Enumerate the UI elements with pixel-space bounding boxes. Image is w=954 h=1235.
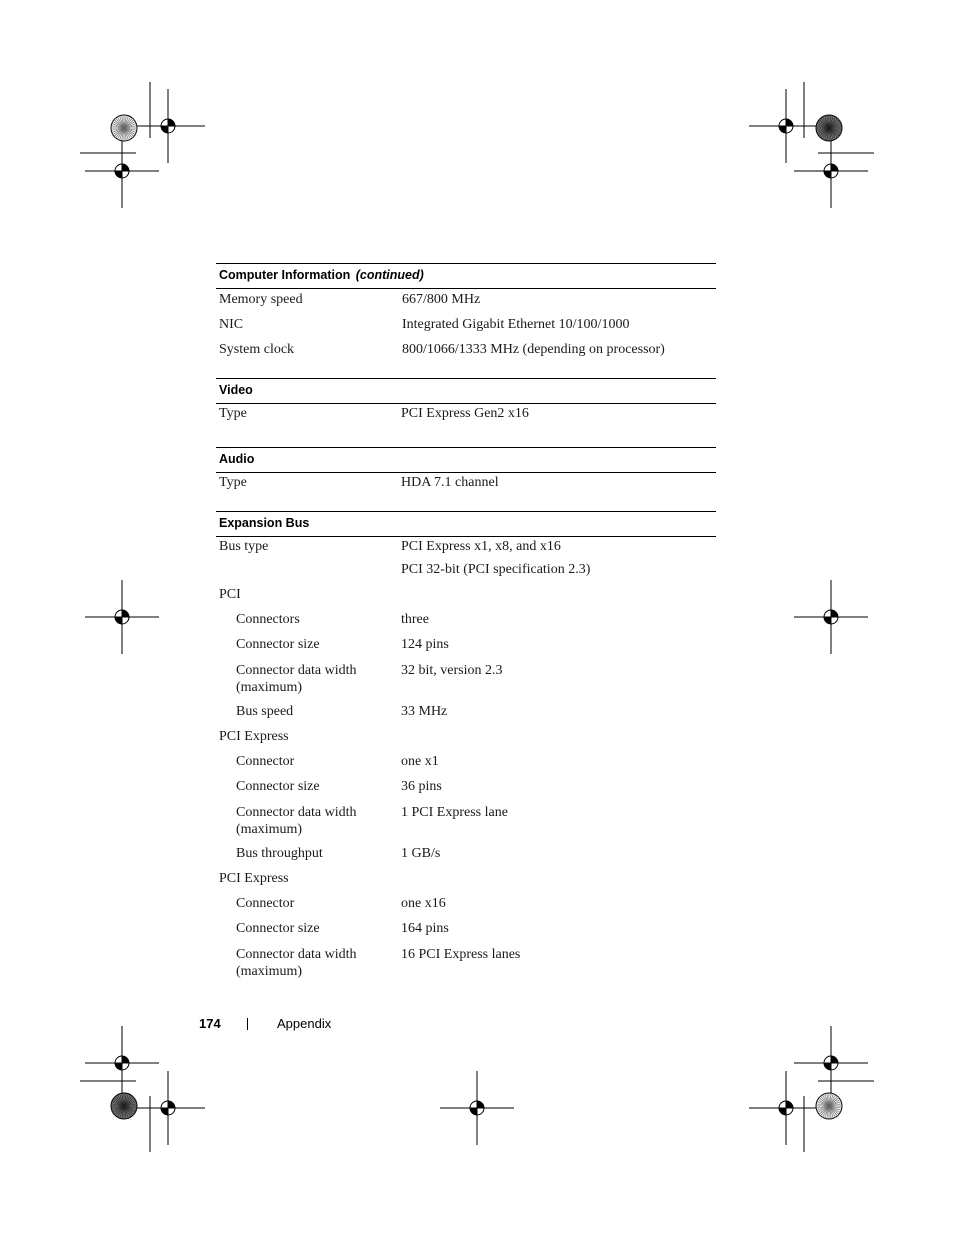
subsection-label-pci [216,585,716,610]
spec-row-bus-type-continued [216,560,716,585]
spec-row-system-clock [216,340,716,378]
spec-row-audio-type [216,473,716,511]
spec-value: 16 PCI Express lanes [401,947,521,962]
registration-rosette-icon [816,115,842,141]
spec-row-nic [216,315,716,340]
section-title: Computer Information [219,268,351,282]
spec-row-pcie-x16-data-width [216,944,716,986]
spec-value: Integrated Gigabit Ethernet 10/100/1000 [402,317,630,332]
spec-key: Memory speed [219,292,303,307]
spec-row-pcie-x1-data-width [216,802,716,844]
registration-rosette-icon [816,1093,842,1119]
spec-key: Connector data width (maximum) [236,663,357,695]
spec-row-pcie-x16-connector-size [216,919,716,944]
spec-key: Type [219,406,247,421]
registration-crosshair-icon [85,1026,159,1100]
spec-row-pcie-x1-connector [216,752,716,777]
spec-key: NIC [219,317,244,332]
spec-value: 800/1066/1333 MHz (depending on processor) [402,342,665,357]
footer-separator [247,1018,248,1030]
registration-crosshair-icon [749,1071,823,1145]
registration-crosshair-icon [794,1026,868,1100]
registration-rosette-icon [111,1093,137,1119]
spec-key: Bus speed [236,704,294,719]
spec-row-pcie-x1-connector-size [216,777,716,802]
spec-row-pci-connectors [216,610,716,635]
spec-value: 164 pins [401,921,449,936]
section-header-audio [216,447,716,473]
subsection-label: PCI Express [219,871,289,886]
spec-key: Connector data width (maximum) [236,805,357,837]
spec-value: 1 PCI Express lane [401,805,508,820]
registration-rosette-icon [111,115,137,141]
registration-crosshair-icon [794,580,868,654]
spec-value: 1 GB/s [401,846,441,861]
continued-label: (continued) [355,268,424,282]
spec-value: PCI 32-bit (PCI specification 2.3) [401,562,591,577]
spec-value: three [401,612,429,627]
subsection-label: PCI Express [219,729,289,744]
spec-value: PCI Express Gen2 x16 [401,406,529,421]
spec-value: 33 MHz [401,704,448,719]
spec-key: Bus throughput [236,846,323,861]
spec-row-pcie-x1-bus-throughput [216,844,716,869]
spec-row-bus-type [216,537,716,560]
spec-key: Connector data width (maximum) [236,947,357,979]
spec-key: System clock [219,342,295,357]
spec-key: Connector size [236,637,320,652]
spec-key: Connectors [236,612,300,627]
spec-row-video-type [216,404,716,447]
spec-key: Connector [236,754,295,769]
section-title: Audio [219,452,255,466]
spec-value: 32 bit, version 2.3 [401,663,503,678]
spec-key: Connector [236,896,295,911]
specification-table [216,263,716,986]
spec-row-pci-bus-speed [216,702,716,727]
registration-crosshair-icon [131,89,205,163]
registration-crosshair-icon [794,134,868,208]
section-title: Expansion Bus [219,516,310,530]
spec-key: Connector size [236,921,320,936]
section-header-computer-information [216,263,716,289]
spec-row-memory-speed [216,290,716,315]
spec-key: Connector size [236,779,320,794]
spec-value: one x16 [401,896,446,911]
spec-row-pci-data-width [216,660,716,702]
page-number: 174 [199,1016,221,1031]
subsection-label-pci-express-x16 [216,869,716,894]
section-title: Video [219,383,253,397]
spec-key: Bus type [219,539,269,554]
section-header-expansion-bus [216,511,716,537]
spec-row-pcie-x16-connector [216,894,716,919]
spec-value: 124 pins [401,637,449,652]
spec-value: PCI Express x1, x8, and x16 [401,539,561,554]
spec-value: one x1 [401,754,439,769]
spec-key: Type [219,475,247,490]
section-header-video [216,378,716,404]
registration-crosshair-icon [749,89,823,163]
spec-row-pci-connector-size [216,635,716,660]
registration-crosshair-icon [85,580,159,654]
spec-value: 36 pins [401,779,442,794]
spec-value: HDA 7.1 channel [401,475,499,490]
registration-crosshair-icon [85,134,159,208]
registration-crosshair-icon [440,1071,514,1145]
footer-section-title: Appendix [277,1016,332,1031]
spec-value: 667/800 MHz [402,292,481,307]
subsection-label: PCI [219,587,241,602]
registration-crosshair-icon [131,1071,205,1145]
subsection-label-pci-express-x1 [216,727,716,752]
